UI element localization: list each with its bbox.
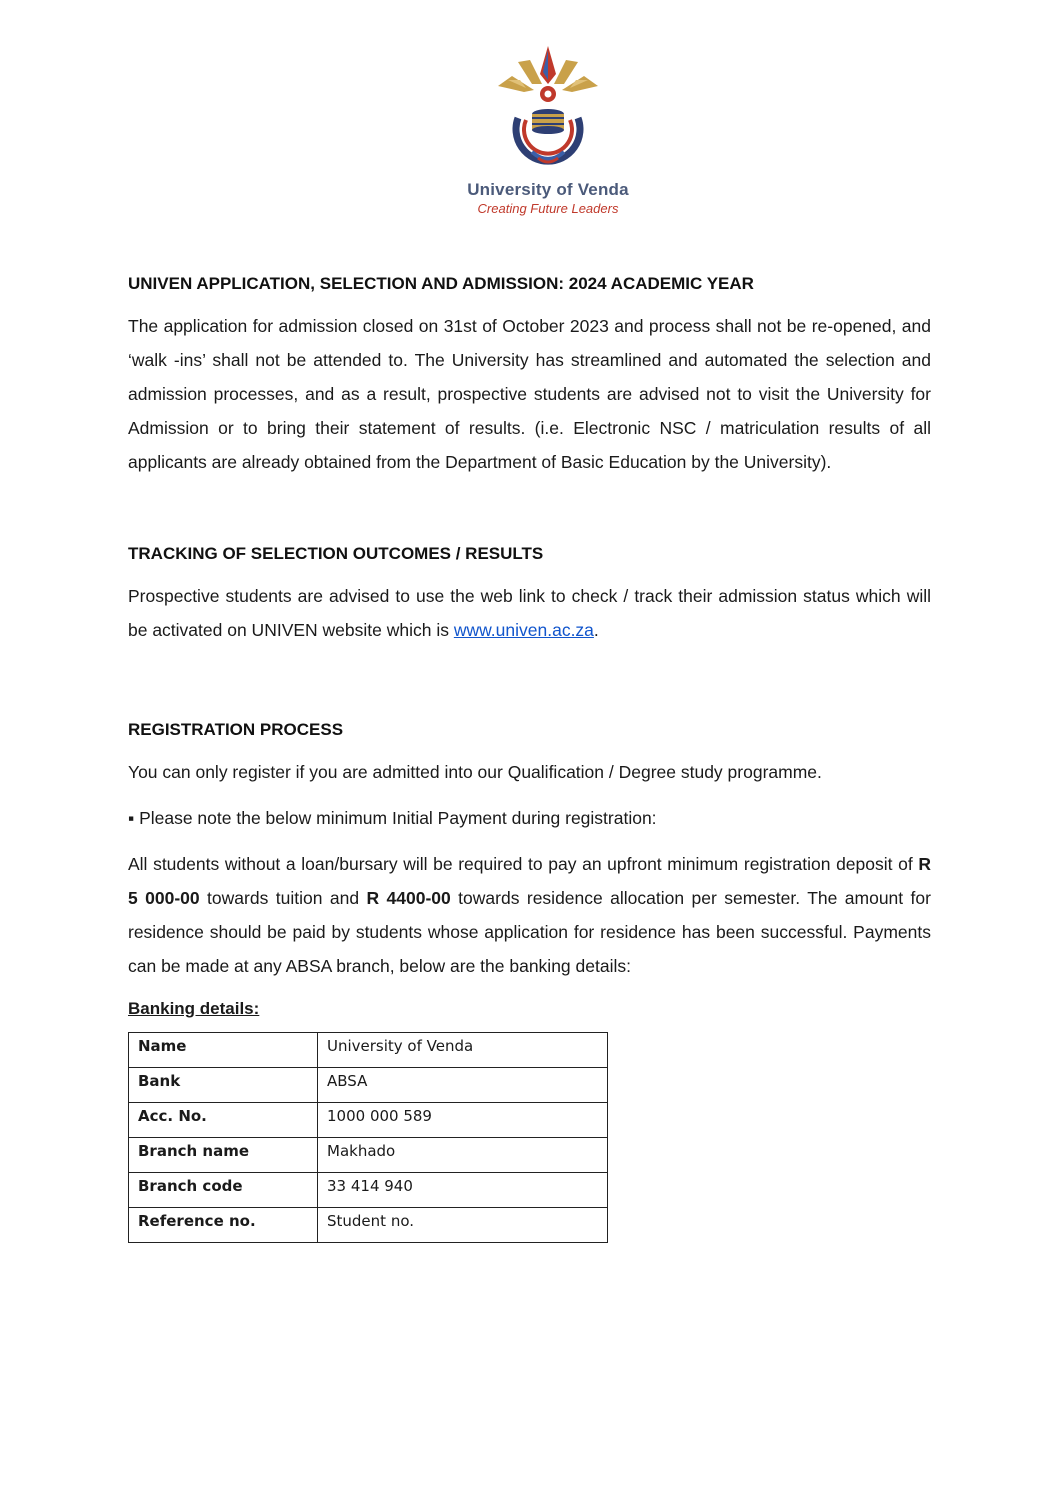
table-row bbox=[129, 1138, 608, 1173]
university-logo bbox=[438, 40, 658, 230]
banking-details-heading: Banking details: bbox=[128, 999, 260, 1018]
registration-section-title: REGISTRATION PROCESS bbox=[128, 720, 344, 739]
residence-amount: R 4400-00 bbox=[366, 888, 451, 908]
registration-eligibility-text: You can only register if you are admitted into our Qualification / Degree study programme. bbox=[128, 762, 822, 782]
univen-website-link[interactable]: www.univen.ac.za bbox=[453, 620, 594, 640]
admission-section-body: The application for admission closed on 31st of October 2023 and process shall not be re-opened, and ‘walk -ins’ shall not be attended to. The University has streamlined and automated the selection and admission processes, and as a result, prospective students are advised not to visit the University for Admission or to bring their statement of results. (i.e. Electronic NSC / matriculation results of all applicants are already obtained from the Department of Basic Education by the University). bbox=[128, 316, 931, 472]
registration-payment-body bbox=[128, 847, 931, 983]
banking-details-table bbox=[128, 1032, 608, 1243]
table-value-cell: 1000 000 589 bbox=[318, 1103, 608, 1138]
table-label-cell: Reference no. bbox=[129, 1208, 318, 1243]
table-value-cell: 33 414 940 bbox=[318, 1173, 608, 1208]
logo-university-name: University of Venda bbox=[467, 180, 629, 199]
tracking-body-suffix: . bbox=[593, 620, 599, 640]
table-value-cell: ABSA bbox=[318, 1068, 608, 1103]
table-label-cell: Name bbox=[129, 1033, 318, 1068]
table-label-cell: Branch name bbox=[129, 1138, 318, 1173]
tracking-section-title: TRACKING OF SELECTION OUTCOMES / RESULTS bbox=[128, 544, 544, 563]
table-value-cell: University of Venda bbox=[318, 1033, 608, 1068]
payment-text-3: towards residence allocation per semester. The amount for residence should be paid by students whose application for residence has been successful. Payments can be made at any ABSA branch, below are the banking details: bbox=[128, 888, 931, 976]
tracking-body-text: Prospective students are advised to use the web link to check / track their admission status which will be activated on UNIVEN website which is bbox=[128, 586, 931, 640]
table-row bbox=[129, 1033, 608, 1068]
table-row bbox=[129, 1068, 608, 1103]
registration-payment-note: ▪ Please note the below minimum Initial Payment during registration: bbox=[128, 808, 657, 828]
table-row bbox=[129, 1173, 608, 1208]
tuition-amount: R 5 000-00 bbox=[128, 854, 931, 908]
table-label-cell: Branch code bbox=[129, 1173, 318, 1208]
payment-text-2: towards tuition and bbox=[199, 888, 367, 908]
table-value-cell: Makhado bbox=[318, 1138, 608, 1173]
table-label-cell: Bank bbox=[129, 1068, 318, 1103]
table-row bbox=[129, 1103, 608, 1138]
venda-crest-icon bbox=[488, 40, 608, 178]
tracking-section-body bbox=[128, 579, 931, 647]
document-content bbox=[128, 272, 931, 1243]
admission-section-title: UNIVEN APPLICATION, SELECTION AND ADMISSION: 2024 ACADEMIC YEAR bbox=[128, 274, 754, 293]
table-row bbox=[129, 1208, 608, 1243]
logo-tagline: Creating Future Leaders bbox=[477, 201, 619, 216]
table-label-cell: Acc. No. bbox=[129, 1103, 318, 1138]
payment-text-1: All students without a loan/bursary will be required to pay an upfront minimum registration deposit of bbox=[128, 854, 919, 874]
table-value-cell: Student no. bbox=[318, 1208, 608, 1243]
